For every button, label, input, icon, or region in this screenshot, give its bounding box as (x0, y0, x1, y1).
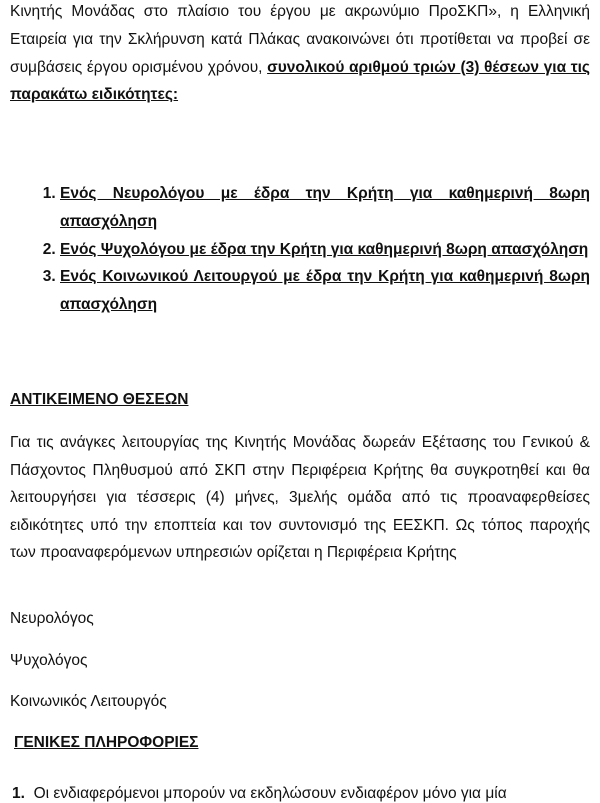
specialty-neurologist: Νευρολόγος (10, 610, 94, 627)
intro-text: Κινητής Μονάδας στο πλαίσιο του έργου με ακρωνύμιο ΠροΣΚΠ», η Ελληνική Εταιρεία για την Σκλήρυνση κατά Πλάκας ανακοινώνει ότι προτίθεται να προβεί σε συμβάσεις έργου ορισμένου χρόνου, (10, 3, 590, 76)
general-item-number: 1. (12, 785, 25, 802)
general-item-1 (12, 785, 507, 803)
position-item: 2. Ενός Ψυχολόγου με έδρα την Κρήτη για καθημερινή 8ωρη απασχόληση (60, 236, 590, 264)
subject-paragraph: Για τις ανάγκες λειτουργίας της Κινητής Μονάδας δωρεάν Εξέτασης του Γενικού & Πάσχοντος Πληθυσμού από ΣΚΠ στην Περιφέρεια Κρήτης θα συγκροτηθεί και θα λειτουργήσει για τέσσερις (4) μήνες, 3μελής ομάδα από τις προαναφερθείσες ειδικότητες υπό την εποπτεία και τον συντονισμό της ΕΕΣΚΠ. Ως τόπος παροχής των προαναφερόμενων υπηρεσιών ορίζεται η Περιφέρεια Κρήτης (10, 434, 590, 561)
subject-heading: ΑΝΤΙΚΕΙΜΕΝΟ ΘΕΣΕΩΝ (10, 391, 189, 408)
specialty-psychologist: Ψυχολόγος (10, 652, 88, 669)
intro-emphasis: συνολικού αριθμού τριών (3) θέσεων για τις παρακάτω ειδικότητες: (10, 58, 590, 104)
position-item: 1. Ενός Νευρολόγου με έδρα την Κρήτη για καθημερινή 8ωρη απασχόληση (60, 180, 590, 236)
intro-paragraph (10, 0, 590, 109)
general-heading: ΓΕΝΙΚΕΣ ΠΛΗΡΟΦΟΡΙΕΣ (14, 734, 199, 751)
general-item-text: Οι ενδιαφερόμενοι μπορούν να εκδηλώσουν ενδιαφέρον μόνο για μία (33, 785, 507, 802)
position-item: 3. Ενός Κοινωνικού Λειτουργού με έδρα την Κρήτη για καθημερινή 8ωρη απασχόληση (60, 263, 590, 319)
positions-list (0, 180, 590, 319)
specialty-social-worker: Κοινωνικός Λειτουργός (10, 693, 167, 710)
